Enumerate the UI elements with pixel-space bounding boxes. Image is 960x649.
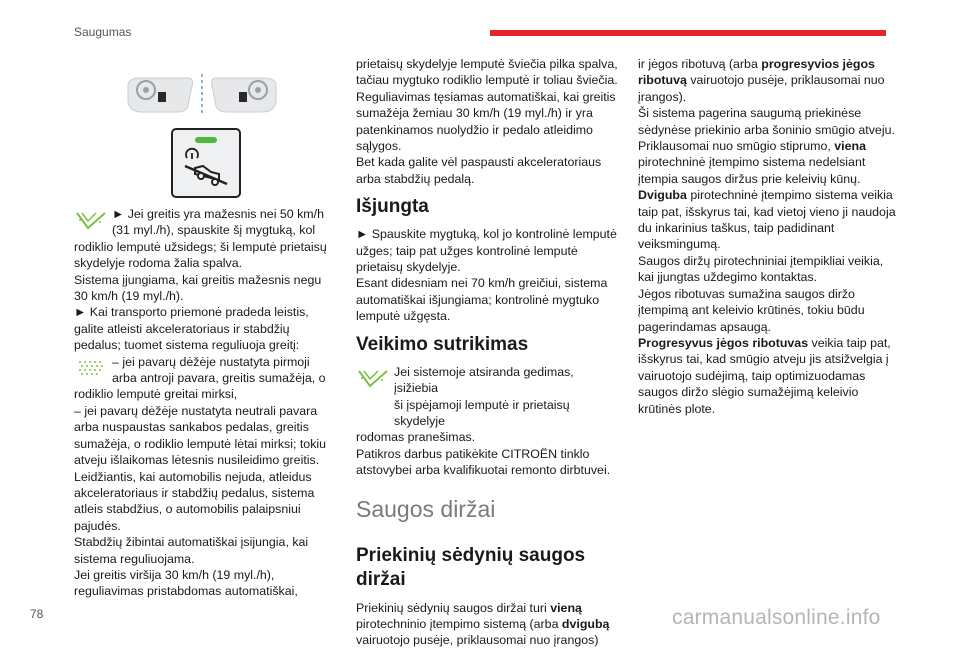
note-block	[74, 354, 336, 387]
paragraph: Reguliavimas tęsiamas automatiškai, kai greitis sumažėja žemiau 30 km/h (19 myl./h) ir yra patenkinamos nuolydžio ir pedalo atleidimo sąlygos.	[356, 89, 616, 154]
text-run: vairuotojo pusėje, priklausomai nuo įrangos).	[638, 73, 885, 104]
heading-switched-off: Išjungta	[356, 196, 429, 218]
column-middle	[356, 56, 618, 649]
paragraph: Jei greitis viršija 30 km/h (19 myl./h), reguliavimas pristabdomas automatiškai,	[74, 567, 298, 599]
paragraph: Sistema įjungiama, kai greitis mažesnis negu 30 km/h (19 myl./h).	[74, 272, 322, 304]
paragraph: rodomas pranešimas.	[356, 430, 476, 445]
text-bold: dvigubą	[561, 616, 610, 631]
paragraph: prietaisų skydelyje lemputė šviečia pilka spalva, tačiau mygtuko rodiklio lemputė ir toliau šviečia.	[356, 57, 618, 88]
header-accent-bar	[490, 30, 886, 36]
text-line: ► Jei greitis yra mažesnis nei 50 km/h	[112, 207, 324, 221]
note-icon	[74, 209, 108, 231]
paragraph: Leidžiantis, kai automobilis nejuda, atleidus akceleratoriaus ir stabdžių pedalus, sistema atleis stabdžius, o automobilis palaipsniui pajudės.	[74, 469, 315, 533]
column-right	[638, 56, 900, 417]
watermark: carmanualsonline.info	[672, 606, 881, 629]
text-run: vairuotojo pusėje, priklausomai nuo įrangos)	[356, 633, 599, 648]
paragraph: ► Spauskite mygtuką, kol jo kontrolinė lemputė užges; taip pat užges kontrolinė lemputė prietaisų skydelyje.	[356, 227, 617, 275]
note-icon	[356, 367, 390, 389]
text-run: pirotechninio įtempimo sistemą (arba	[356, 616, 562, 631]
note-icon	[74, 357, 108, 379]
text-run: ir jėgos ribotuvą (arba	[638, 57, 762, 71]
heading-front-seat-belts: Priekinių sėdynių saugos diržai	[356, 544, 586, 590]
paragraph	[638, 138, 900, 187]
text-run: pirotechninė įtempimo sistema nedelsiant įtempia saugos diržus prie keleivių kūnų.	[638, 155, 866, 186]
paragraph: Bet kada galite vėl paspausti akceleratoriaus arba stabdžių pedalą.	[356, 155, 602, 186]
hill-descent-button-icon	[171, 128, 241, 198]
text-line: – jei pavarų dėžėje nustatyta pirmoji	[112, 354, 310, 369]
paragraph: Stabdžių žibintai automatiškai įsijungia, kai sistema reguliuojama.	[74, 535, 309, 566]
text-line: arba antroji pavara, greitis sumažėja, o	[112, 371, 326, 386]
paragraph: Ši sistema pagerina saugumą priekinėse sėdynėse priekinio arba šoninio smūgio atveju.	[638, 106, 895, 137]
paragraph: – jei pavarų dėžėje nustatyta neutrali pavara arba nuspaustas sankabos pedalas, greitis sumažėja, o rodiklio lemputė lėtai mirksi; tokiu atveju išlaikomas lėtesnis nusileidimo greitis.	[74, 403, 327, 468]
paragraph: Patikros darbus patikėkite CITROËN tinklo atstovybei arba kvalifikuotai remonto dirbtuvei.	[356, 446, 611, 478]
note-block	[74, 206, 336, 239]
column-left	[74, 206, 336, 600]
paragraph: rodiklio lemputė užsidegs; ši lemputė prietaisų skydelyje rodoma žalia spalva.	[74, 239, 327, 271]
text-bold: progresyvios jėgos ribotuvą	[638, 57, 875, 88]
text-run: pirotechninė įtempimo sistema veikia taip pat, išskyrus tai, kad vietoj vieno ji naudoja du inkarinius taškus, taip padidinant veiksmingumą.	[638, 188, 896, 252]
paragraph: Saugos diržų pirotechniniai įtempikliai veikia, kai įjungtas uždegimo kontaktas.	[638, 253, 884, 285]
text-bold: vieną	[550, 600, 582, 615]
paragraph	[638, 56, 900, 105]
paragraph: rodiklio lemputė greitai mirksi,	[74, 387, 238, 402]
note-block	[356, 364, 618, 430]
heading-seat-belts: Saugos diržai	[356, 495, 496, 522]
text-bold: viena	[834, 139, 866, 154]
paragraph: Esant didesniam nei 70 km/h greičiui, sistema automatiškai išjungiama; kontrolinė mygtuko lemputė užgęsta.	[356, 276, 608, 324]
text-line: ši įspėjamoji lemputė ir prietaisų skydelyje	[394, 397, 570, 428]
paragraph	[638, 187, 900, 253]
text-run: veikia taip pat, išskyrus tai, kad smūgio atveju jis atsižvelgia į vairuotojo sudėjimą, taip optimizuodamas saugos diržo slėgio sumažėjimą keleivio krūtinės plote.	[638, 335, 891, 416]
heading-malfunction: Veikimo sutrikimas	[356, 333, 529, 355]
header-section-title: Saugumas	[74, 25, 132, 39]
text-run: Priklausomai nuo smūgio stiprumo,	[638, 139, 835, 154]
page-number: 78	[30, 607, 44, 621]
paragraph	[356, 600, 618, 649]
paragraph: Jėgos ribotuvas sumažina saugos diržo įtempimą ant keleivio krūtinės, tokiu būdu pagerindamas apsaugą.	[638, 286, 865, 334]
text-run: Priekinių sėdynių saugos diržai turi	[356, 600, 551, 615]
text-line: (31 myl./h), spauskite šį mygtuką, kol	[112, 223, 316, 238]
dashboard-button-location-illustration	[122, 72, 282, 116]
text-line: Jei sistemoje atsiranda gedimas, įsižiebia	[394, 364, 574, 396]
text-bold: Progresyvus jėgos ribotuvas	[638, 335, 809, 350]
paragraph: ► Kai transporto priemonė pradeda leistis, galite atleisti akceleratoriaus ir stabdžių pedalus; tuomet sistema reguliuoja greitį:	[74, 305, 309, 353]
text-bold: Dviguba	[638, 188, 687, 203]
paragraph	[638, 335, 900, 417]
